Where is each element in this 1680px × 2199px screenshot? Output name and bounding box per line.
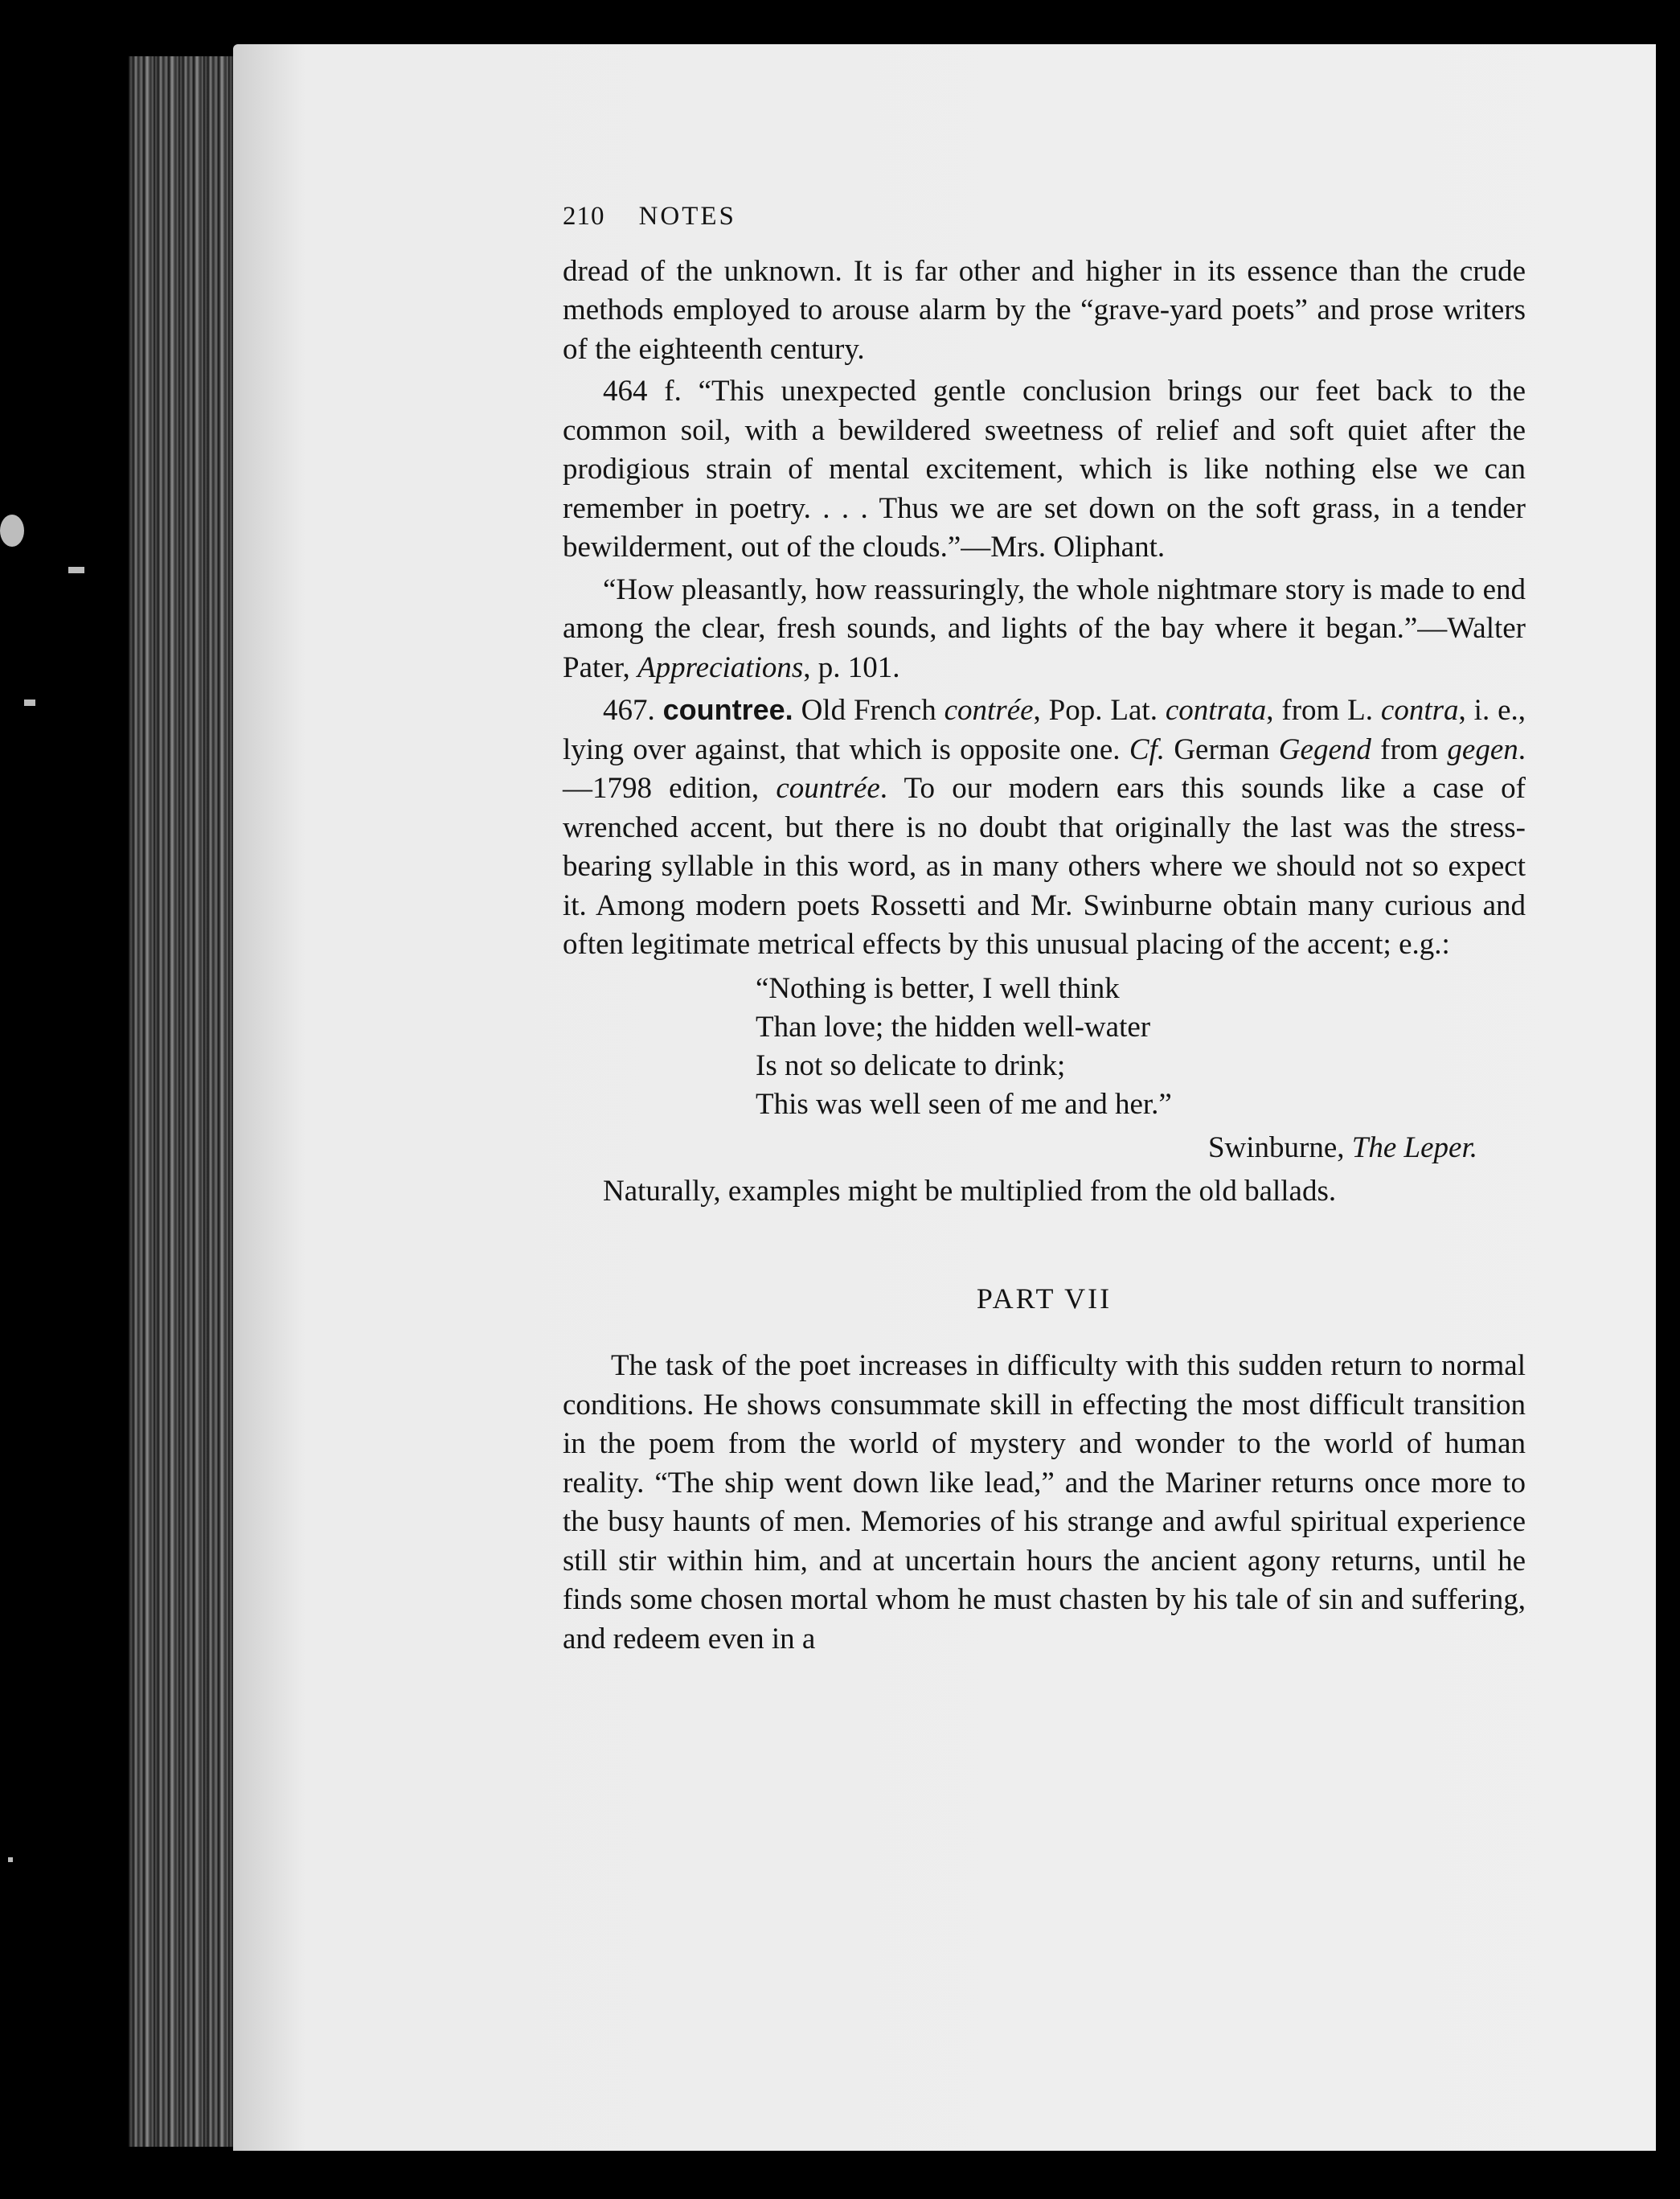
page-number: 210 bbox=[563, 202, 605, 231]
paragraph-text: , Pop. Lat. bbox=[1033, 694, 1166, 727]
term: gegen bbox=[1447, 732, 1518, 766]
part-heading: PART VII bbox=[976, 1282, 1112, 1315]
poem-line: This was well seen of me and her.” bbox=[756, 1087, 1172, 1121]
term: contrée bbox=[944, 694, 1034, 727]
running-header bbox=[563, 197, 1526, 236]
poem-author: Swinburne, bbox=[1207, 1130, 1352, 1164]
term: countrée bbox=[776, 772, 880, 805]
term: Cf. bbox=[1129, 732, 1166, 766]
paragraph: 464 f. “This unexpected gentle conclusion brings our feet back to the common soil, with a bewildered sweetness of relief and soft quiet after the prodigious strain of mental excitement, which is like nothing else we can remember in poetry. . . . Thus we are set down on the soft grass, in a tender bewilderment, out of the clouds.”—Mrs. Oliphant. bbox=[563, 375, 1526, 564]
paragraph: The task of the poet increases in difficulty with this sudden return to normal conditions. He shows consummate skill in effecting the most difficult transition in the poem from the world of mystery and wonder to the world of human reality. “The ship went down like lead,” and the Mariner returns once more to the busy haunts of men. Memories of his strange and awful spiritual experience still stir within him, and at uncertain hours the ancient agony returns, until he finds some chosen mortal whom he must chasten by his tale of sin and suffering, and redeem even in a bbox=[563, 1349, 1526, 1655]
paragraph-text: German bbox=[1165, 732, 1279, 766]
page-text bbox=[563, 197, 1526, 1659]
paragraph-text: “How pleasantly, how reassuringly, the whole nightmare story is made to end among the clear, fresh sounds, and lights of the bay where it began.”—Walter Pater, bbox=[563, 572, 1526, 684]
poem-attribution bbox=[563, 1129, 1526, 1168]
paragraph-text: , i. e., lying over against, that which is opposite one. bbox=[563, 694, 1526, 766]
book-title: Appreciations bbox=[637, 650, 804, 684]
running-title: NOTES bbox=[638, 202, 736, 231]
term: Gegend bbox=[1278, 732, 1371, 766]
term: contrata bbox=[1165, 694, 1267, 727]
scan-speck bbox=[24, 699, 35, 706]
paragraph-text: Old French bbox=[793, 694, 944, 727]
note-number: 467. bbox=[603, 694, 655, 727]
poem-line: Than love; the hidden well-water bbox=[756, 1010, 1151, 1044]
note-entry-countree bbox=[563, 691, 1526, 965]
paragraph-text: from bbox=[1371, 732, 1448, 766]
quoted-poem bbox=[756, 970, 1526, 1124]
term: contra bbox=[1380, 694, 1459, 727]
poem-line: “Nothing is better, I well think bbox=[756, 971, 1120, 1005]
paragraph-text: . To our modern ears this sounds like a case of wrenched accent, but there is no doubt that originally the last was the stress-bearing syllable in this word, as in many others where we should not so expect it. Among modern poets Rossetti and Mr. Swinburne obtain many curious and often legitimate metrical effects by this unusual placing of the accent; e.g.: bbox=[563, 772, 1526, 961]
scan-speck bbox=[68, 567, 84, 573]
paragraph bbox=[563, 571, 1526, 688]
paragraph-text: .—1798 edition, bbox=[563, 732, 1526, 805]
paragraph-text: , from L. bbox=[1266, 694, 1381, 727]
paragraph-text: , p. 101. bbox=[803, 650, 900, 684]
poem-line: Is not so delicate to drink; bbox=[756, 1048, 1066, 1082]
paragraph: dread of the unknown. It is far other and higher in its essence than the crude methods employed to arouse alarm by the “grave-yard poets” and prose writers of the eighteenth century. bbox=[563, 254, 1526, 366]
poem-work-title: The Leper. bbox=[1351, 1130, 1477, 1164]
paragraph: Naturally, examples might be multiplied from the old ballads. bbox=[603, 1175, 1337, 1208]
headword: countree. bbox=[662, 693, 793, 726]
scan-speck bbox=[8, 1857, 13, 1862]
scan-speck bbox=[0, 515, 24, 547]
